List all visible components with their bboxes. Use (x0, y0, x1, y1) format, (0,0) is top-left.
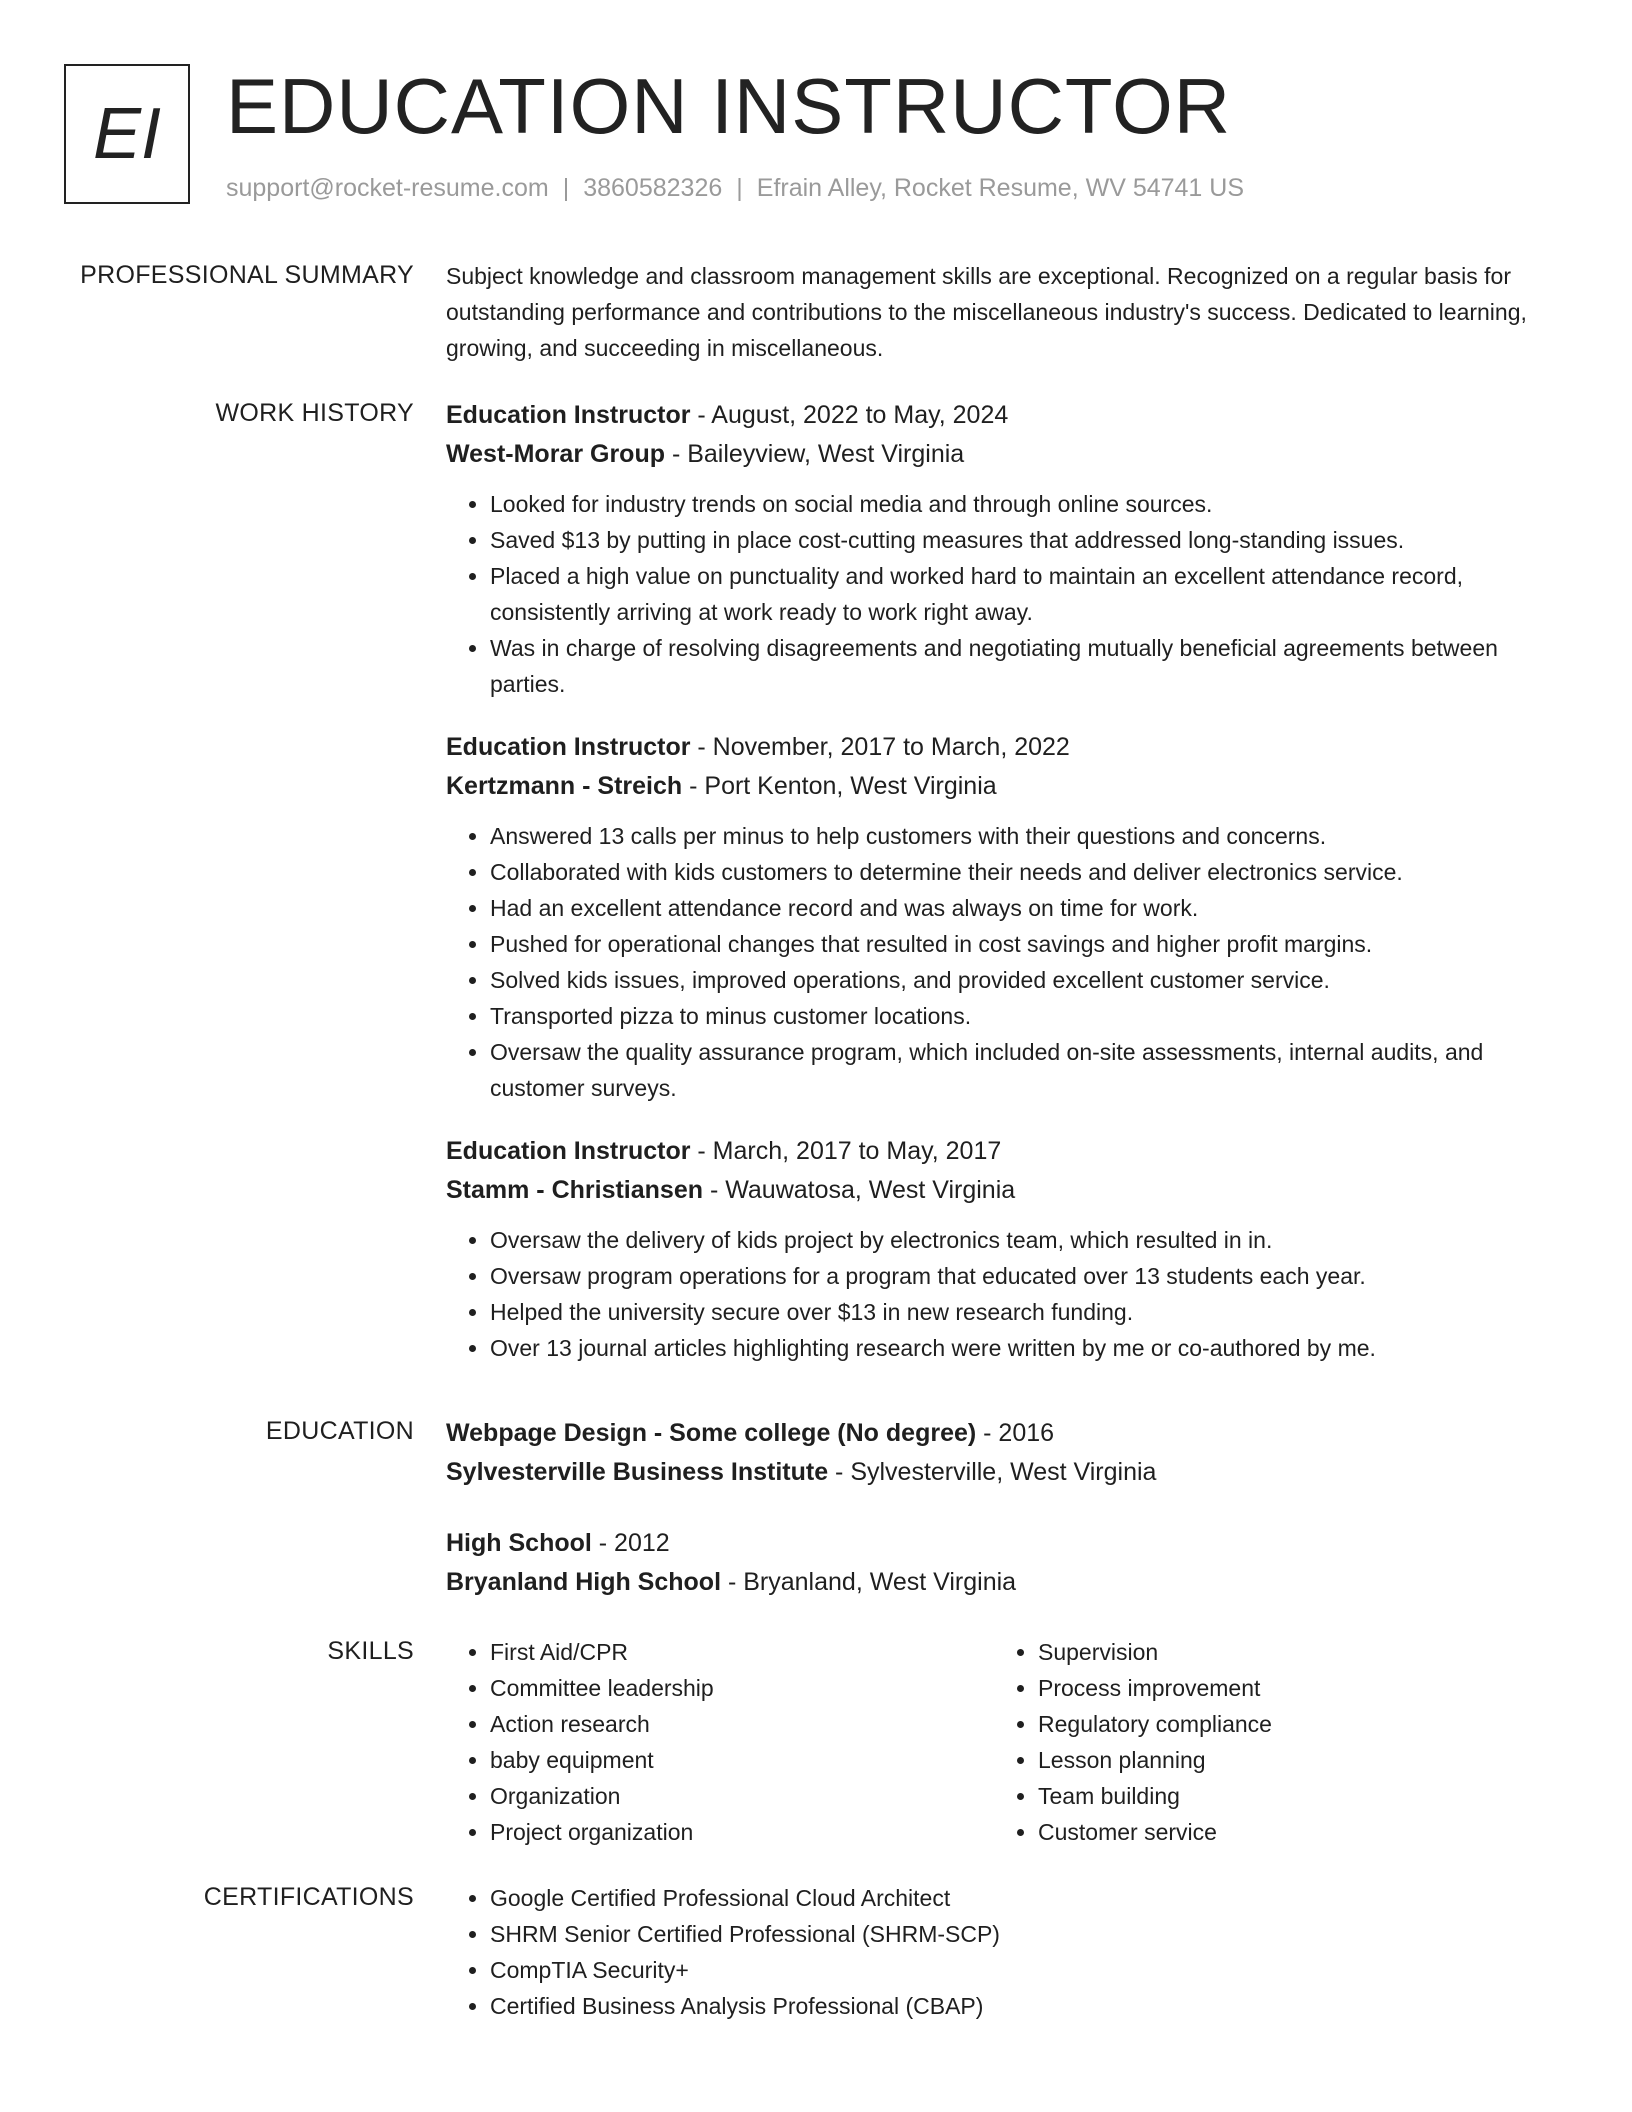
skill-item: • Customer service (1038, 1814, 1542, 1850)
job-bullet: • Pushed for operational changes that resulted in cost savings and higher profit margins. (490, 926, 1566, 962)
contact-separator: | (562, 174, 570, 202)
job-bullet: • Answered 13 calls per minus to help customers with their questions and concerns. (490, 818, 1566, 854)
summary-body (446, 258, 1566, 366)
job-location: - Port Kenton, West Virginia (682, 772, 997, 800)
education-year: - 2016 (976, 1419, 1055, 1447)
certification-item: • Google Certified Professional Cloud Architect (490, 1880, 1566, 1916)
job-role-line (446, 1132, 1566, 1171)
skill-item: • Committee leadership (490, 1670, 994, 1706)
job-role-line (446, 396, 1566, 435)
skill-item: • Project organization (490, 1814, 994, 1850)
job-bullet: • Solved kids issues, improved operations, and provided excellent customer service. (490, 962, 1566, 998)
job-role: Education Instructor (446, 1137, 691, 1165)
education-degree: High School (446, 1529, 592, 1557)
certifications-heading: CERTIFICATIONS (203, 1883, 414, 1911)
contact-phone[interactable]: 3860582326 (583, 174, 723, 202)
skill-item: • Organization (490, 1778, 994, 1814)
skills-grid (446, 1634, 1566, 1850)
education-location: - Bryanland, West Virginia (721, 1568, 1017, 1596)
education-school: Bryanland High School (446, 1568, 722, 1596)
education-school: Sylvesterville Business Institute (446, 1458, 829, 1486)
education-location: - Sylvesterville, West Virginia (828, 1458, 1157, 1486)
job-role-line (446, 728, 1566, 767)
job-location: - Baileyview, West Virginia (665, 440, 965, 468)
job-bullets (446, 1222, 1566, 1366)
job-company: Stamm - Christiansen (446, 1176, 704, 1204)
job-bullet: • Transported pizza to minus customer locations. (490, 998, 1566, 1034)
job-entry (446, 396, 1566, 702)
job-bullet: • Was in charge of resolving disagreements and negotiating mutually beneficial agreements between parties. (490, 630, 1566, 702)
job-bullet: • Looked for industry trends on social media and through online sources. (490, 486, 1566, 522)
skill-item: • Team building (1038, 1778, 1542, 1814)
education-entry (446, 1414, 1566, 1492)
contact-address: Efrain Alley, Rocket Resume, WV 54741 US (756, 174, 1245, 202)
job-entry (446, 728, 1566, 1106)
contact-line (226, 174, 1244, 203)
skill-item: • baby equipment (490, 1742, 994, 1778)
skills-body (446, 1634, 1566, 1850)
job-role: Education Instructor (446, 733, 691, 761)
monogram-badge: EI (64, 64, 190, 204)
certifications-body (446, 1880, 1566, 2024)
job-role: Education Instructor (446, 401, 691, 429)
job-bullets (446, 818, 1566, 1106)
job-dates: - March, 2017 to May, 2017 (690, 1137, 1002, 1165)
job-company-line (446, 1171, 1566, 1210)
work-history-body (446, 396, 1566, 1392)
skills-heading: SKILLS (327, 1637, 414, 1665)
certification-item: • CompTIA Security+ (490, 1952, 1566, 1988)
summary-heading: PROFESSIONAL SUMMARY (80, 261, 414, 289)
resume-header (64, 64, 1564, 214)
summary-text: Subject knowledge and classroom management skills are exceptional. Recognized on a regular basis for outstanding performance and contributions to the miscellaneous industry's success. Dedicated to learning, growing, and succeeding in miscellaneous. (446, 263, 1527, 361)
job-dates: - November, 2017 to March, 2022 (690, 733, 1070, 761)
skills-list (446, 1634, 994, 1850)
skill-item: • Regulatory compliance (1038, 1706, 1542, 1742)
job-company: Kertzmann - Streich (446, 772, 683, 800)
contact-email[interactable]: support@rocket-resume.com (226, 174, 549, 202)
skill-item: • Action research (490, 1706, 994, 1742)
education-degree-line (446, 1524, 1566, 1563)
education-school-line (446, 1453, 1566, 1492)
job-bullet: • Had an excellent attendance record and was always on time for work. (490, 890, 1566, 926)
job-bullet: • Over 13 journal articles highlighting research were written by me or co-authored by me. (490, 1330, 1566, 1366)
job-company-line (446, 435, 1566, 474)
education-school-line (446, 1563, 1566, 1602)
job-bullet: • Oversaw the quality assurance program, which included on-site assessments, internal audits, and customer surveys. (490, 1034, 1566, 1106)
skill-item: • Lesson planning (1038, 1742, 1542, 1778)
job-bullet: • Placed a high value on punctuality and worked hard to maintain an excellent attendance record, consistently arriving at work ready to work right away. (490, 558, 1566, 630)
contact-separator: | (736, 174, 743, 202)
job-company-line (446, 767, 1566, 806)
skills-column-left (446, 1634, 994, 1850)
job-company: West-Morar Group (446, 440, 665, 468)
job-bullet: • Collaborated with kids customers to determine their needs and deliver electronics service. (490, 854, 1566, 890)
job-location: - Wauwatosa, West Virginia (703, 1176, 1016, 1204)
skill-item: • Supervision (1038, 1634, 1542, 1670)
skill-item: • First Aid/CPR (490, 1634, 994, 1670)
education-body (446, 1414, 1566, 1634)
education-degree: Webpage Design - Some college (No degree) (446, 1419, 977, 1447)
resume-title: EDUCATION INSTRUCTOR (226, 62, 1232, 150)
job-bullet: • Saved $13 by putting in place cost-cutting measures that addressed long-standing issues. (490, 522, 1566, 558)
job-bullets (446, 486, 1566, 702)
job-bullet: • Oversaw the delivery of kids project by electronics team, which resulted in in. (490, 1222, 1566, 1258)
certification-item: • Certified Business Analysis Professional (CBAP) (490, 1988, 1566, 2024)
skills-list (994, 1634, 1542, 1850)
skill-item: • Process improvement (1038, 1670, 1542, 1706)
skills-column-right (994, 1634, 1542, 1850)
job-entry (446, 1132, 1566, 1366)
education-entry (446, 1524, 1566, 1602)
education-heading: EDUCATION (265, 1417, 414, 1445)
certifications-list (446, 1880, 1566, 2024)
job-bullet: • Oversaw program operations for a program that educated over 13 students each year. (490, 1258, 1566, 1294)
work-history-heading: WORK HISTORY (215, 399, 414, 427)
education-degree-line (446, 1414, 1566, 1453)
job-dates: - August, 2022 to May, 2024 (690, 401, 1009, 429)
education-year: - 2012 (591, 1529, 670, 1557)
job-bullet: • Helped the university secure over $13 in new research funding. (490, 1294, 1566, 1330)
certification-item: • SHRM Senior Certified Professional (SHRM-SCP) (490, 1916, 1566, 1952)
